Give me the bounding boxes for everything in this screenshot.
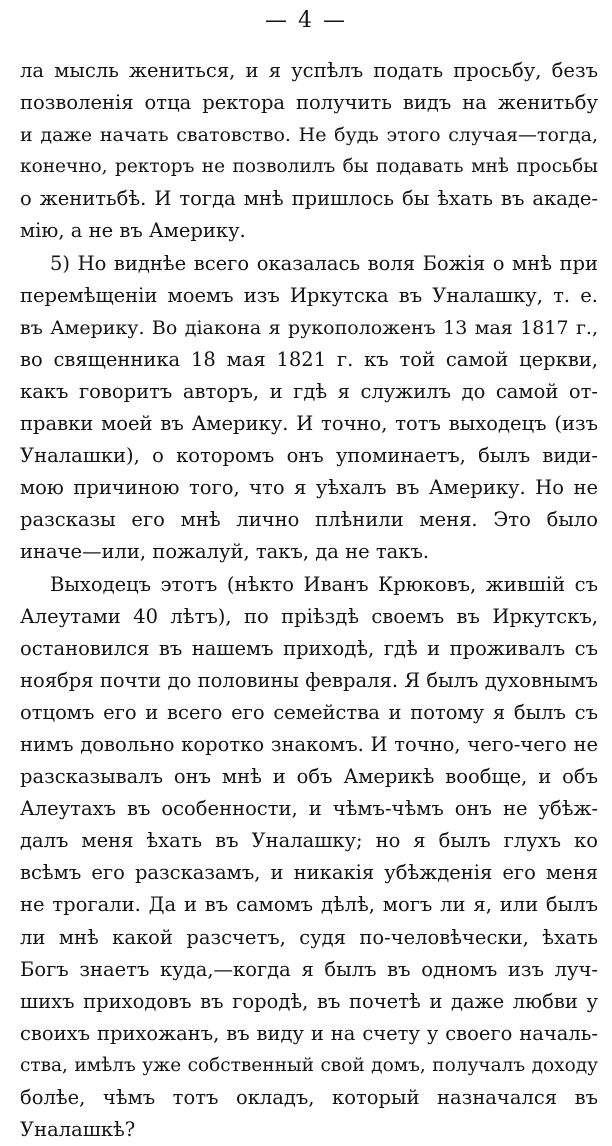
text-line: всѣмъ его разсказамъ, и никакія убѣжденія его меня [20, 861, 598, 885]
text-line: Богъ знаетъ куда,—когда я былъ въ одномъ изъ луч- [20, 957, 598, 981]
text-line: нимъ довольно коротко знакомъ. И точно, чего-чего не [20, 732, 598, 756]
text-line: въ Америку. Во діакона я рукоположенъ 13 мая 1817 г., [20, 316, 598, 339]
text-line: ства, имѣлъ уже собственный свой домъ, получалъ доходу [20, 1054, 598, 1076]
text-line: ноября почти до половины февраля. Я былъ духовнымъ [20, 668, 598, 692]
text-line: Уналашкѣ? [20, 1118, 136, 1142]
text-line: во священника 18 мая 1821 г. къ той самой церкви, [20, 347, 598, 371]
text-line: Выходецъ этотъ (нѣкто Иванъ Крюковъ, жившій съ [50, 572, 598, 596]
text-line: мою причиною того, что я уѣхалъ въ Америку. Но не [20, 476, 598, 500]
text-line: какъ говоритъ авторъ, и гдѣ я служилъ до самой от- [20, 379, 598, 403]
text-line: о женитьбѣ. И тогда мнѣ пришлось бы ѣхать въ акаде- [20, 187, 598, 211]
text-line: разсказы его мнѣ лично плѣнили меня. Это было [20, 508, 598, 532]
text-line: перемѣщеніи моемъ изъ Иркутска въ Уналашку, т. е. [20, 283, 598, 307]
text-line: остановился въ нашемъ приходѣ, гдѣ и проживалъ съ [20, 636, 598, 660]
text-line: Уналашки), о которомъ онъ упоминаетъ, былъ види- [20, 444, 598, 468]
text-line: конечно, ректоръ не позволилъ бы подавать мнѣ просьбы [20, 156, 598, 178]
text-line: мію, а не въ Америку. [20, 219, 246, 243]
page-number: — 4 — [265, 8, 347, 33]
text-line: иначе—или, пожалуй, такъ, да не такъ. [20, 540, 430, 564]
text-line: отцомъ его и всего его семейства и потому я былъ съ [20, 700, 598, 724]
text-line: своихъ прихожанъ, въ виду и на счету у своего началь- [20, 1021, 598, 1045]
text-line: Алеутами 40 лѣтъ), по пріѣздѣ своемъ въ Иркутскъ, [20, 604, 598, 628]
text-line: ли мнѣ какой разсчетъ, судя по-человѣчески, ѣхать [20, 925, 598, 949]
text-line: правки моей въ Америку. И точно, тотъ выходецъ (изъ [20, 412, 598, 436]
text-line: ла мысль жениться, и я успѣлъ подать просьбу, безъ [20, 59, 598, 82]
text-line: 5) Но виднѣе всего оказалась воля Божія о мнѣ при [50, 251, 598, 275]
text-line: позволенія отца ректора получить видъ на женитьбу [20, 91, 598, 115]
text-line: разсказывалъ онъ мнѣ и объ Америкѣ вообще, и объ [20, 765, 598, 789]
text-line: болѣе, чѣмъ тотъ окладъ, который назначался въ [20, 1086, 598, 1109]
text-line: шихъ приходовъ въ городѣ, въ почетѣ и даже любви у [20, 989, 598, 1013]
text-line: Алеутахъ въ особенности, и чѣмъ-чѣмъ онъ не убѣж- [20, 797, 598, 821]
body-text [20, 55, 598, 1146]
text-line: не трогали. Да и въ самомъ дѣлѣ, могъ ли я, или былъ [20, 893, 598, 917]
text-line: далъ меня ѣхать въ Уналашку; но я былъ глухъ ко [20, 829, 598, 853]
text-line: и даже начать сватовство. Не будь этого случая—тогда, [20, 124, 598, 147]
